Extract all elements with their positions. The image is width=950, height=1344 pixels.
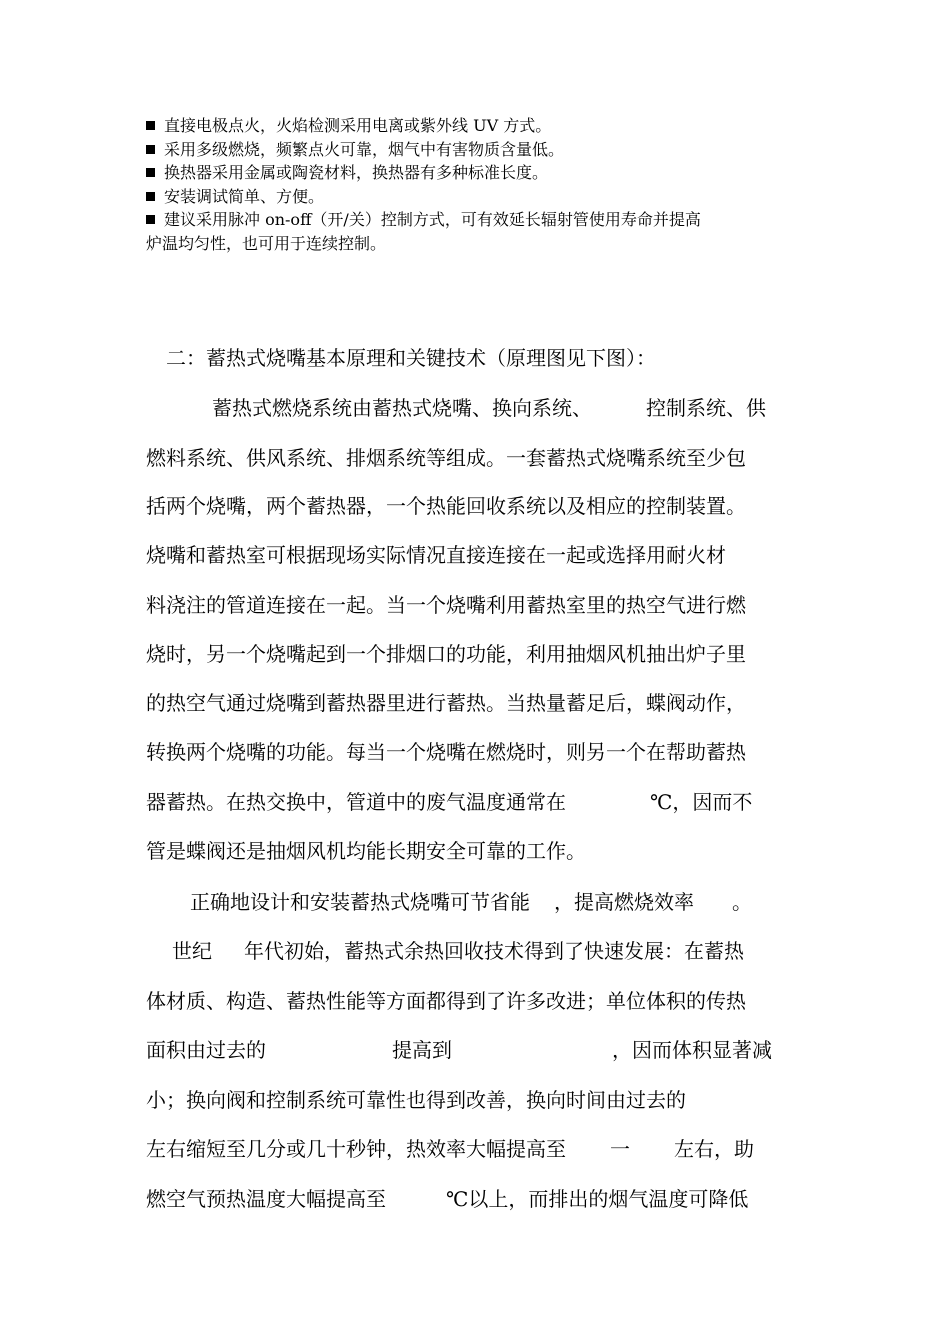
paragraph-line: 体材质、构造、蓄热性能等方面都得到了许多改进；单位体积的传热: [146, 989, 746, 1013]
section-heading: 二：蓄热式烧嘴基本原理和关键技术（原理图见下图）：: [166, 346, 656, 370]
paragraph-line: [146, 1136, 754, 1162]
paragraph-line: [146, 789, 752, 815]
bullet-text: 采用多级燃烧，频繁点火可靠，烟气中有害物质含量低。: [164, 139, 565, 159]
text-run: 世纪: [172, 939, 212, 963]
text-run: 。: [732, 890, 752, 914]
text-run: 蓄热式燃烧系统由蓄热式烧嘴、换向系统、: [212, 396, 592, 420]
text-run: 年代初始，蓄热式余热回收技术得到了快速发展：在蓄热: [244, 939, 744, 963]
paragraph-line: 转换两个烧嘴的功能。每当一个烧嘴在燃烧时，则另一个在帮助蓄热: [146, 740, 746, 764]
paragraph-line: 烧嘴和蓄热室可根据现场实际情况直接连接在一起或选择用耐火材: [146, 543, 726, 567]
paragraph-line: [190, 889, 752, 915]
bullet-square-icon: [146, 145, 155, 154]
paragraph-line: 括两个烧嘴，两个蓄热器，一个热能回收系统以及相应的控制装置。: [146, 494, 746, 518]
text-run: ，因而体积显著减: [612, 1038, 772, 1062]
paragraph-line: [146, 1037, 772, 1063]
bullet-square-icon: [146, 168, 155, 177]
bullet-continuation: 炉温均匀性，也可用于连续控制。: [146, 233, 387, 253]
paragraph-line: 管是蝶阀还是抽烟风机均能长期安全可靠的工作。: [146, 839, 586, 863]
text-run: 面积由过去的: [146, 1038, 266, 1062]
text-run: ℃，因而不: [650, 790, 753, 814]
bullet-text: 直接电极点火，火焰检测采用电离或紫外线 UV 方式。: [164, 116, 552, 135]
text-run: 左右缩短至几分或几十秒钟，热效率大幅提高至: [146, 1137, 566, 1161]
bullet-item: [146, 208, 816, 232]
feature-bullet-list: [146, 114, 816, 255]
bullet-text: 建议采用脉冲 on-off（开/关）控制方式，可有效延长辐射管使用寿命并提高: [164, 210, 701, 229]
paragraph-line: 小；换向阀和控制系统可靠性也得到改善，换向时间由过去的: [146, 1088, 686, 1112]
bullet-item: [146, 138, 816, 162]
paragraph-line: [212, 395, 766, 421]
text-run: ℃以上，而排出的烟气温度可降低: [446, 1187, 749, 1211]
bullet-square-icon: [146, 192, 155, 201]
text-run: 正确地设计和安装蓄热式烧嘴可节省能: [190, 890, 530, 914]
text-run: 控制系统、供: [646, 396, 766, 420]
text-run: 一: [610, 1137, 630, 1161]
bullet-square-icon: [146, 215, 155, 224]
text-run: 提高到: [392, 1038, 452, 1062]
text-run: 左右，助: [674, 1137, 754, 1161]
paragraph-line: [172, 938, 744, 964]
paragraph-line: [146, 1186, 748, 1212]
paragraph-line: 燃料系统、供风系统、排烟系统等组成。一套蓄热式烧嘴系统至少包: [146, 446, 746, 470]
paragraph-line: 料浇注的管道连接在一起。当一个烧嘴利用蓄热室里的热空气进行燃: [146, 593, 746, 617]
text-run: ，提高燃烧效率: [554, 890, 694, 914]
paragraph-line: 的热空气通过烧嘴到蓄热器里进行蓄热。当热量蓄足后，蝶阀动作，: [146, 691, 746, 715]
bullet-text: 安装调试简单、方便。: [164, 186, 325, 206]
bullet-square-icon: [146, 121, 155, 130]
bullet-item: [146, 185, 816, 209]
text-run: 燃空气预热温度大幅提高至: [146, 1187, 386, 1211]
bullet-item: [146, 114, 816, 138]
bullet-text: 换热器采用金属或陶瓷材料，换热器有多种标准长度。: [164, 163, 549, 182]
bullet-item: [146, 161, 816, 185]
paragraph-line: 烧时，另一个烧嘴起到一个排烟口的功能，利用抽烟风机抽出炉子里: [146, 642, 746, 666]
text-run: 器蓄热。在热交换中，管道中的废气温度通常在: [146, 790, 566, 814]
